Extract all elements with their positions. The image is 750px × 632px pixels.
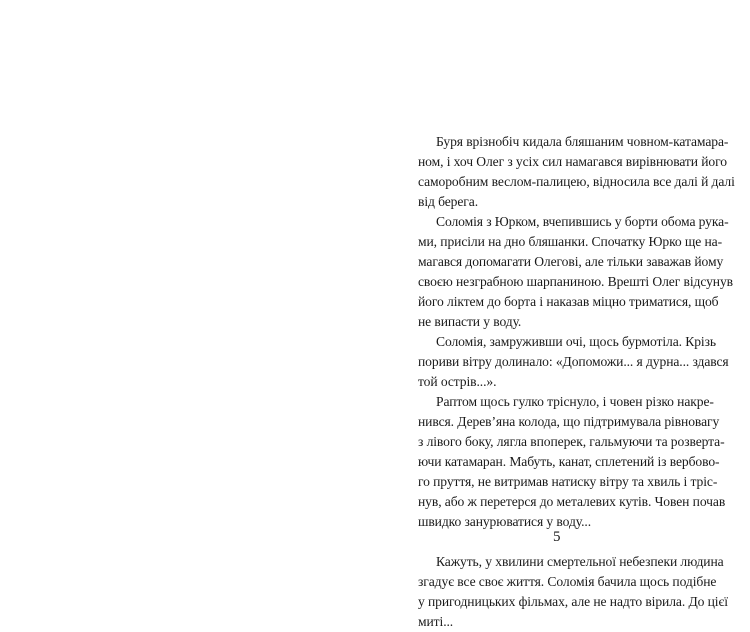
text-line: го пруття, не витримав натиску вітру та хвиль і тріс- <box>418 474 718 489</box>
text-line: пориви вітру долинало: «Допоможи... я дурна... здався <box>418 354 729 369</box>
text-line: Соломія, замруживши очі, щось бурмотіла. Крізь <box>436 334 716 349</box>
text-line: миті... <box>418 614 454 629</box>
text-line: ми, присіли на дно бляшанки. Спочатку Юрко ще на- <box>418 234 723 249</box>
text-line: нився. Дерев’яна колода, що підтримувала рівновагу <box>418 414 720 429</box>
text-line: своєю незграбною шарпаниною. Врешті Олег відсунув <box>418 274 733 289</box>
text-line: саморобним веслом-палицею, відносила все далі й далі <box>418 174 735 189</box>
text-line: Буря врізнобіч кидала бляшаним човном-катамара- <box>436 134 729 149</box>
text-line: той острів...». <box>418 374 497 389</box>
text-line: Соломія з Юрком, вчепившись у борти обома рука- <box>436 214 729 229</box>
text-line: згадує все своє життя. Соломія бачила щось подібне <box>418 574 717 589</box>
text-line: Раптом щось гулко тріснуло, і човен різко накре- <box>436 394 714 409</box>
text-line: його ліктем до борта і наказав міцно триматися, щоб <box>418 294 719 309</box>
text-line: ном, і хоч Олег з усіх сил намагався вирівнювати його <box>418 154 727 169</box>
text-line: ючи катамаран. Мабуть, канат, сплетений із вербово- <box>418 454 720 469</box>
page-number: 5 <box>553 529 561 545</box>
text-line: з лівого боку, лягла впоперек, гальмуючи та розверта- <box>418 434 725 449</box>
text-line: не випасти у воду. <box>418 314 522 329</box>
text-line: Кажуть, у хвилини смертельної небезпеки людина <box>436 554 724 569</box>
text-line: магався допомагати Олегові, але тільки заважав йому <box>418 254 724 269</box>
text-line: у пригодницьких фільмах, але не надто вірила. До цієї <box>418 594 728 609</box>
text-line: нув, або ж перетерся до металевих кутів. Човен почав <box>418 494 726 509</box>
text-line: швидко занурюватися у воду... <box>418 514 592 529</box>
text-line: від берега. <box>418 194 479 209</box>
